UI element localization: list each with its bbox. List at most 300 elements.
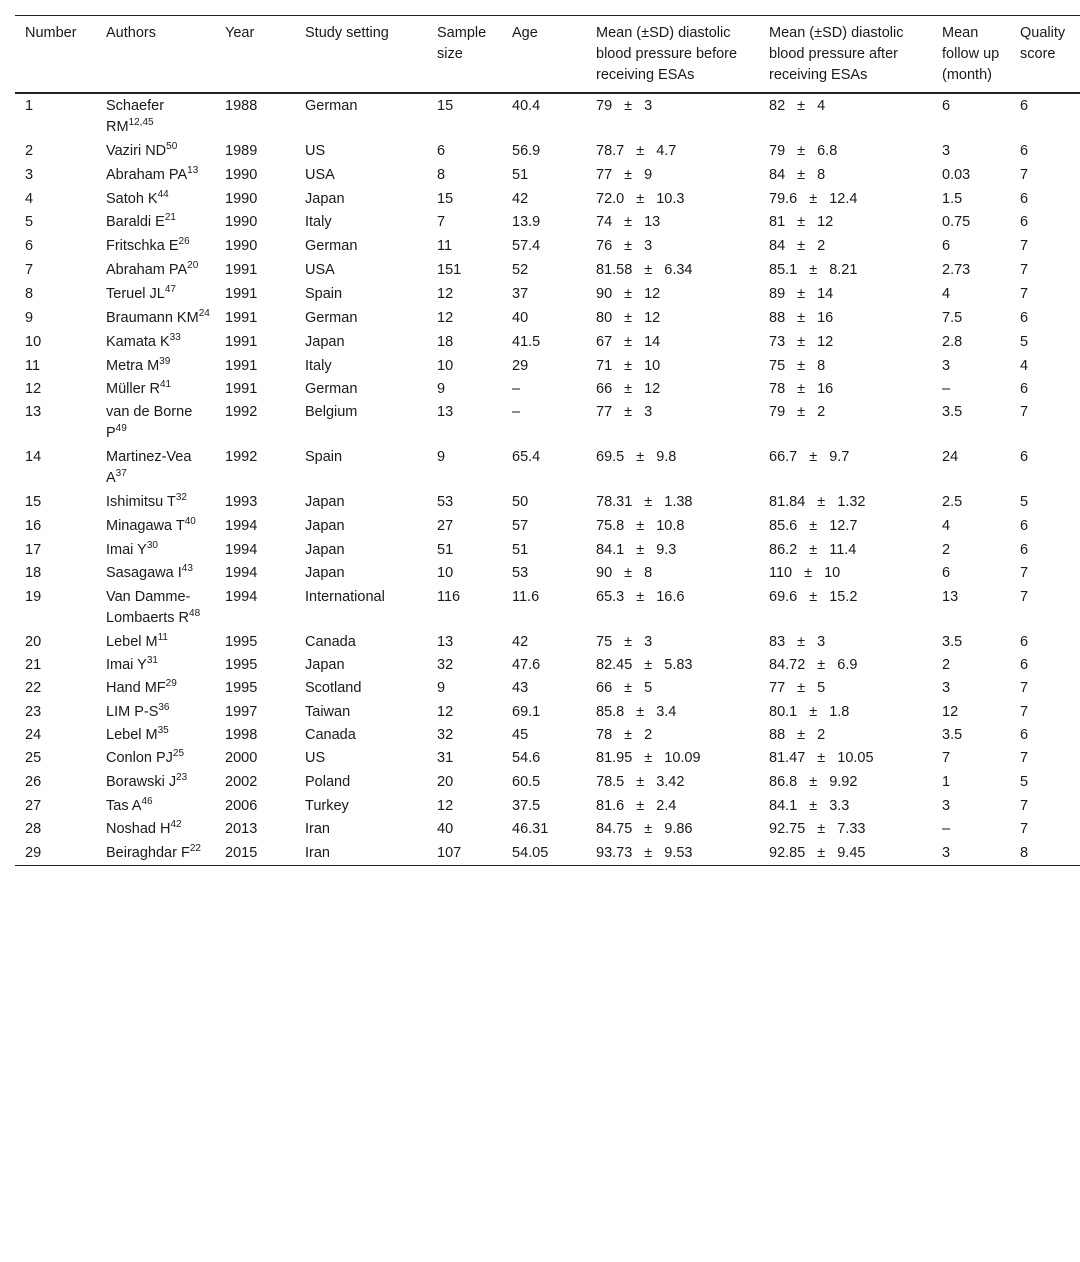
- cell-quality-score: 7: [1020, 565, 1029, 581]
- cell-study-setting: Canada: [305, 634, 356, 650]
- cell-sample-size: 12: [437, 310, 454, 326]
- cell-follow-up: 7.5: [942, 310, 963, 326]
- reference-superscript: 33: [169, 332, 181, 344]
- author-name: Conlon PJ: [106, 750, 173, 766]
- cell-author: [96, 163, 215, 187]
- cell-author: [96, 841, 215, 866]
- plus-minus-symbol: ±: [636, 589, 645, 605]
- mean-value: 80: [596, 310, 613, 326]
- cell-sample-size: 13: [437, 634, 454, 650]
- cell-follow-up: 3.5: [942, 727, 963, 743]
- plus-minus-symbol: ±: [809, 589, 818, 605]
- cell-dbp-before: [586, 234, 759, 258]
- sd-value: 8: [644, 565, 653, 581]
- sd-value: 7.33: [837, 821, 866, 837]
- cell-number: 4: [25, 191, 34, 207]
- cell-dbp-before: [586, 538, 759, 561]
- mean-value: 84: [769, 238, 786, 254]
- mean-value: 83: [769, 634, 786, 650]
- cell-year: 1992: [225, 404, 258, 420]
- cell-author: [96, 93, 215, 139]
- cell-number: 29: [25, 845, 42, 861]
- cell-dbp-before: [586, 723, 759, 746]
- plus-minus-symbol: ±: [797, 238, 806, 254]
- sd-value: 9.86: [664, 821, 693, 837]
- cell-dbp-after: [759, 139, 932, 163]
- author-name: Beiraghdar F: [106, 845, 190, 861]
- cell-dbp-before: [586, 139, 759, 163]
- plus-minus-symbol: ±: [636, 518, 645, 534]
- mean-value: 78: [769, 381, 786, 397]
- cell-dbp-after: [759, 561, 932, 585]
- cell-age: 51: [512, 542, 529, 558]
- cell-dbp-before: [586, 282, 759, 306]
- cell-dbp-after: [759, 841, 932, 866]
- cell-year: 1991: [225, 334, 258, 350]
- reference-superscript: 25: [172, 748, 185, 760]
- mean-value: 82.45: [596, 657, 633, 673]
- reference-superscript: 50: [166, 141, 178, 153]
- cell-sample-size: 53: [437, 494, 454, 510]
- cell-author: [96, 676, 215, 700]
- sd-value: 3: [644, 98, 653, 114]
- cell-follow-up: 3: [942, 143, 951, 159]
- cell-dbp-before: [586, 561, 759, 585]
- mean-value: 90: [596, 565, 613, 581]
- cell-author: [96, 561, 215, 585]
- mean-value: 66.7: [769, 449, 798, 465]
- mean-value: 73: [769, 334, 786, 350]
- cell-study-setting: Italy: [305, 214, 332, 230]
- reference-superscript: 23: [176, 772, 188, 784]
- sd-value: 12: [817, 214, 834, 230]
- cell-sample-size: 32: [437, 657, 454, 673]
- cell-age: 37: [512, 286, 529, 302]
- table-row: [15, 330, 1080, 354]
- cell-number: 13: [25, 404, 42, 420]
- cell-quality-score: 6: [1020, 657, 1029, 673]
- cell-sample-size: 9: [437, 680, 446, 696]
- cell-dbp-after: [759, 258, 932, 282]
- mean-value: 88: [769, 727, 786, 743]
- cell-dbp-before: [586, 354, 759, 377]
- cell-dbp-after: [759, 630, 932, 653]
- cell-dbp-before: [586, 676, 759, 700]
- cell-sample-size: 31: [437, 750, 454, 766]
- cell-author: [96, 234, 215, 258]
- sd-value: 9.92: [829, 774, 858, 790]
- cell-dbp-after: [759, 330, 932, 354]
- cell-dbp-after: [759, 93, 932, 139]
- reference-superscript: 37: [115, 468, 127, 480]
- cell-study-setting: Japan: [305, 518, 345, 534]
- cell-number: 6: [25, 238, 34, 254]
- sd-value: 11.4: [829, 542, 857, 558]
- sd-value: 2: [817, 404, 826, 420]
- cell-study-setting: Iran: [305, 821, 330, 837]
- cell-number: 21: [25, 657, 42, 673]
- reference-superscript: 48: [189, 608, 201, 620]
- cell-study-setting: US: [305, 750, 326, 766]
- mean-value: 110: [769, 565, 793, 581]
- table-row: [15, 139, 1080, 163]
- cell-dbp-after: [759, 445, 932, 490]
- table-row: [15, 538, 1080, 561]
- reference-superscript: 29: [165, 678, 177, 690]
- sd-value: 10.09: [664, 750, 701, 766]
- reference-superscript: 13: [187, 165, 199, 177]
- mean-value: 75: [769, 358, 786, 374]
- table-row: [15, 445, 1080, 490]
- plus-minus-symbol: ±: [624, 238, 633, 254]
- plus-minus-symbol: ±: [797, 358, 806, 374]
- cell-sample-size: 11: [437, 238, 453, 254]
- sd-value: 12: [644, 381, 661, 397]
- cell-dbp-before: [586, 514, 759, 538]
- cell-dbp-before: [586, 258, 759, 282]
- author-name: Metra M: [106, 358, 160, 374]
- cell-number: 25: [25, 750, 42, 766]
- author-name: Satoh K: [106, 191, 158, 207]
- cell-study-setting: German: [305, 381, 358, 397]
- sd-value: 12: [644, 310, 661, 326]
- cell-age: 52: [512, 262, 529, 278]
- cell-quality-score: 7: [1020, 262, 1029, 278]
- reference-superscript: 22: [189, 843, 201, 855]
- sd-value: 14: [817, 286, 834, 302]
- plus-minus-symbol: ±: [644, 845, 653, 861]
- table-row: [15, 514, 1080, 538]
- cell-age: 46.31: [512, 821, 549, 837]
- cell-dbp-before: [586, 700, 759, 723]
- cell-follow-up: 1: [942, 774, 951, 790]
- cell-quality-score: 6: [1020, 98, 1029, 114]
- reference-superscript: 24: [198, 308, 210, 320]
- header-number: Number: [25, 25, 77, 41]
- sd-value: 3: [817, 634, 826, 650]
- cell-year: 1990: [225, 167, 258, 183]
- author-name: Minagawa T: [106, 518, 185, 534]
- cell-year: 1990: [225, 214, 258, 230]
- mean-value: 65.3: [596, 589, 625, 605]
- header-quality-score: Quality score: [1020, 25, 1066, 62]
- plus-minus-symbol: ±: [817, 845, 826, 861]
- cell-sample-size: 27: [437, 518, 454, 534]
- mean-value: 82: [769, 98, 786, 114]
- plus-minus-symbol: ±: [817, 750, 826, 766]
- cell-study-setting: Poland: [305, 774, 351, 790]
- cell-follow-up: 2: [942, 542, 951, 558]
- cell-number: 22: [25, 680, 42, 696]
- cell-age: 65.4: [512, 449, 541, 465]
- plus-minus-symbol: ±: [624, 214, 633, 230]
- table-row: [15, 700, 1080, 723]
- plus-minus-symbol: ±: [809, 262, 818, 278]
- plus-minus-symbol: ±: [636, 449, 645, 465]
- cell-dbp-before: [586, 490, 759, 514]
- mean-value: 72.0: [596, 191, 625, 207]
- sd-value: 12.4: [829, 191, 858, 207]
- cell-study-setting: Belgium: [305, 404, 358, 420]
- cell-follow-up: 4: [942, 518, 951, 534]
- header-authors: Authors: [106, 25, 156, 41]
- cell-quality-score: 7: [1020, 589, 1029, 605]
- mean-value: 75.8: [596, 518, 625, 534]
- cell-age: –: [512, 404, 521, 420]
- sd-value: 15.2: [829, 589, 858, 605]
- mean-value: 84.75: [596, 821, 633, 837]
- cell-year: 1991: [225, 381, 258, 397]
- cell-number: 20: [25, 634, 42, 650]
- cell-quality-score: 5: [1020, 334, 1029, 350]
- cell-quality-score: 6: [1020, 381, 1029, 397]
- study-characteristics-table: [15, 15, 1080, 866]
- plus-minus-symbol: ±: [809, 774, 818, 790]
- mean-value: 88: [769, 310, 786, 326]
- author-name: Imai Y: [106, 657, 147, 673]
- plus-minus-symbol: ±: [809, 704, 818, 720]
- cell-age: 47.6: [512, 657, 541, 673]
- plus-minus-symbol: ±: [797, 727, 806, 743]
- author-name: Teruel JL: [106, 286, 165, 302]
- mean-value: 85.8: [596, 704, 625, 720]
- mean-value: 86.2: [769, 542, 798, 558]
- mean-value: 66: [596, 381, 613, 397]
- cell-author: [96, 817, 215, 841]
- cell-sample-size: 9: [437, 449, 446, 465]
- mean-value: 78.31: [596, 494, 633, 510]
- plus-minus-symbol: ±: [804, 565, 813, 581]
- mean-value: 86.8: [769, 774, 798, 790]
- cell-author: [96, 723, 215, 746]
- cell-dbp-after: [759, 400, 932, 445]
- sd-value: 4: [817, 98, 826, 114]
- cell-dbp-after: [759, 163, 932, 187]
- cell-dbp-before: [586, 770, 759, 794]
- header-dbp-before: Mean (±SD) diastolic blood pressure before receiving ESAs: [596, 25, 738, 83]
- cell-number: 1: [25, 98, 34, 114]
- cell-sample-size: 18: [437, 334, 454, 350]
- cell-sample-size: 12: [437, 798, 454, 814]
- plus-minus-symbol: ±: [797, 634, 806, 650]
- cell-author: [96, 210, 215, 234]
- cell-author: [96, 770, 215, 794]
- reference-superscript: 43: [181, 563, 193, 575]
- mean-value: 74: [596, 214, 613, 230]
- cell-year: 1995: [225, 634, 258, 650]
- cell-quality-score: 5: [1020, 774, 1029, 790]
- mean-value: 77: [596, 404, 613, 420]
- table-header-row: [15, 16, 1080, 94]
- cell-study-setting: Canada: [305, 727, 356, 743]
- cell-dbp-after: [759, 676, 932, 700]
- cell-dbp-after: [759, 234, 932, 258]
- cell-dbp-after: [759, 354, 932, 377]
- cell-author: [96, 538, 215, 561]
- table-row: [15, 354, 1080, 377]
- cell-sample-size: 7: [437, 214, 446, 230]
- table-row: [15, 306, 1080, 330]
- cell-number: 12: [25, 381, 42, 397]
- cell-dbp-before: [586, 163, 759, 187]
- cell-sample-size: 9: [437, 381, 446, 397]
- cell-sample-size: 13: [437, 404, 454, 420]
- mean-value: 84: [769, 167, 786, 183]
- author-name: Fritschka E: [106, 238, 179, 254]
- table-row: [15, 258, 1080, 282]
- cell-year: 1998: [225, 727, 258, 743]
- reference-superscript: 12,45: [128, 117, 154, 129]
- plus-minus-symbol: ±: [624, 680, 633, 696]
- plus-minus-symbol: ±: [636, 542, 645, 558]
- cell-dbp-after: [759, 306, 932, 330]
- cell-quality-score: 7: [1020, 798, 1029, 814]
- cell-year: 1993: [225, 494, 258, 510]
- sd-value: 16: [817, 381, 834, 397]
- plus-minus-symbol: ±: [809, 798, 818, 814]
- mean-value: 77: [596, 167, 613, 183]
- cell-dbp-after: [759, 538, 932, 561]
- sd-value: 16: [817, 310, 834, 326]
- cell-number: 14: [25, 449, 42, 465]
- cell-year: 2002: [225, 774, 258, 790]
- author-name: Müller R: [106, 381, 160, 397]
- sd-value: 3.3: [829, 798, 850, 814]
- cell-number: 28: [25, 821, 42, 837]
- cell-sample-size: 20: [437, 774, 454, 790]
- cell-study-setting: Japan: [305, 334, 345, 350]
- cell-year: 1994: [225, 589, 258, 605]
- cell-year: 1991: [225, 310, 258, 326]
- sd-value: 9.3: [656, 542, 677, 558]
- cell-author: [96, 258, 215, 282]
- plus-minus-symbol: ±: [636, 191, 645, 207]
- cell-age: 40: [512, 310, 529, 326]
- header-dbp-after: Mean (±SD) diastolic blood pressure after receiving ESAs: [769, 25, 904, 83]
- author-name: Imai Y: [106, 542, 147, 558]
- sd-value: 3: [644, 634, 653, 650]
- cell-dbp-after: [759, 210, 932, 234]
- plus-minus-symbol: ±: [644, 494, 653, 510]
- cell-dbp-before: [586, 653, 759, 676]
- sd-value: 13: [644, 214, 661, 230]
- cell-year: 2015: [225, 845, 258, 861]
- plus-minus-symbol: ±: [797, 680, 806, 696]
- reference-superscript: 30: [146, 540, 158, 552]
- cell-author: [96, 330, 215, 354]
- sd-value: 9.7: [829, 449, 850, 465]
- table-row: [15, 653, 1080, 676]
- plus-minus-symbol: ±: [624, 98, 633, 114]
- table-row: [15, 770, 1080, 794]
- cell-follow-up: 12: [942, 704, 959, 720]
- mean-value: 78.7: [596, 143, 625, 159]
- sd-value: 6.8: [817, 143, 838, 159]
- cell-number: 11: [25, 358, 41, 374]
- plus-minus-symbol: ±: [624, 167, 633, 183]
- cell-dbp-after: [759, 514, 932, 538]
- sd-value: 12: [644, 286, 661, 302]
- cell-year: 1992: [225, 449, 258, 465]
- cell-quality-score: 7: [1020, 238, 1029, 254]
- cell-follow-up: 3.5: [942, 634, 963, 650]
- cell-quality-score: 6: [1020, 727, 1029, 743]
- reference-superscript: 35: [157, 725, 169, 737]
- cell-author: [96, 282, 215, 306]
- table-body: [15, 93, 1080, 866]
- table-row: [15, 630, 1080, 653]
- plus-minus-symbol: ±: [809, 449, 818, 465]
- cell-follow-up: 6: [942, 238, 951, 254]
- cell-year: 1991: [225, 262, 258, 278]
- cell-dbp-before: [586, 630, 759, 653]
- plus-minus-symbol: ±: [624, 404, 633, 420]
- cell-study-setting: Spain: [305, 449, 343, 465]
- cell-dbp-before: [586, 93, 759, 139]
- cell-number: 26: [25, 774, 42, 790]
- author-name: Tas A: [106, 798, 142, 814]
- cell-age: 41.5: [512, 334, 541, 350]
- cell-follow-up: –: [942, 821, 951, 837]
- cell-quality-score: 7: [1020, 286, 1029, 302]
- cell-author: [96, 490, 215, 514]
- sd-value: 14: [644, 334, 661, 350]
- table-row: [15, 676, 1080, 700]
- author-name: Lebel M: [106, 634, 158, 650]
- cell-dbp-before: [586, 210, 759, 234]
- cell-quality-score: 7: [1020, 680, 1029, 696]
- cell-year: 1997: [225, 704, 258, 720]
- sd-value: 3: [644, 238, 653, 254]
- sd-value: 9.53: [664, 845, 693, 861]
- table-row: [15, 400, 1080, 445]
- cell-author: [96, 700, 215, 723]
- cell-study-setting: Taiwan: [305, 704, 351, 720]
- sd-value: 9.45: [837, 845, 866, 861]
- cell-dbp-after: [759, 490, 932, 514]
- cell-quality-score: 6: [1020, 310, 1029, 326]
- cell-sample-size: 8: [437, 167, 446, 183]
- plus-minus-symbol: ±: [624, 286, 633, 302]
- plus-minus-symbol: ±: [624, 334, 633, 350]
- cell-quality-score: 6: [1020, 449, 1029, 465]
- sd-value: 3.4: [656, 704, 677, 720]
- cell-author: [96, 630, 215, 653]
- cell-follow-up: 0.75: [942, 214, 971, 230]
- reference-superscript: 26: [178, 236, 190, 248]
- plus-minus-symbol: ±: [624, 634, 633, 650]
- reference-superscript: 11: [157, 632, 168, 644]
- cell-dbp-before: [586, 306, 759, 330]
- cell-age: 13.9: [512, 214, 541, 230]
- mean-value: 85.6: [769, 518, 798, 534]
- sd-value: 3: [644, 404, 653, 420]
- cell-number: 17: [25, 542, 42, 558]
- mean-value: 79: [769, 404, 786, 420]
- cell-follow-up: 3: [942, 845, 951, 861]
- sd-value: 12: [817, 334, 834, 350]
- sd-value: 8.21: [829, 262, 858, 278]
- cell-author: [96, 746, 215, 770]
- cell-author: [96, 400, 215, 445]
- cell-study-setting: Scotland: [305, 680, 362, 696]
- table-row: [15, 163, 1080, 187]
- cell-number: 16: [25, 518, 42, 534]
- table-row: [15, 585, 1080, 630]
- table-row: [15, 210, 1080, 234]
- mean-value: 79.6: [769, 191, 798, 207]
- cell-age: 50: [512, 494, 529, 510]
